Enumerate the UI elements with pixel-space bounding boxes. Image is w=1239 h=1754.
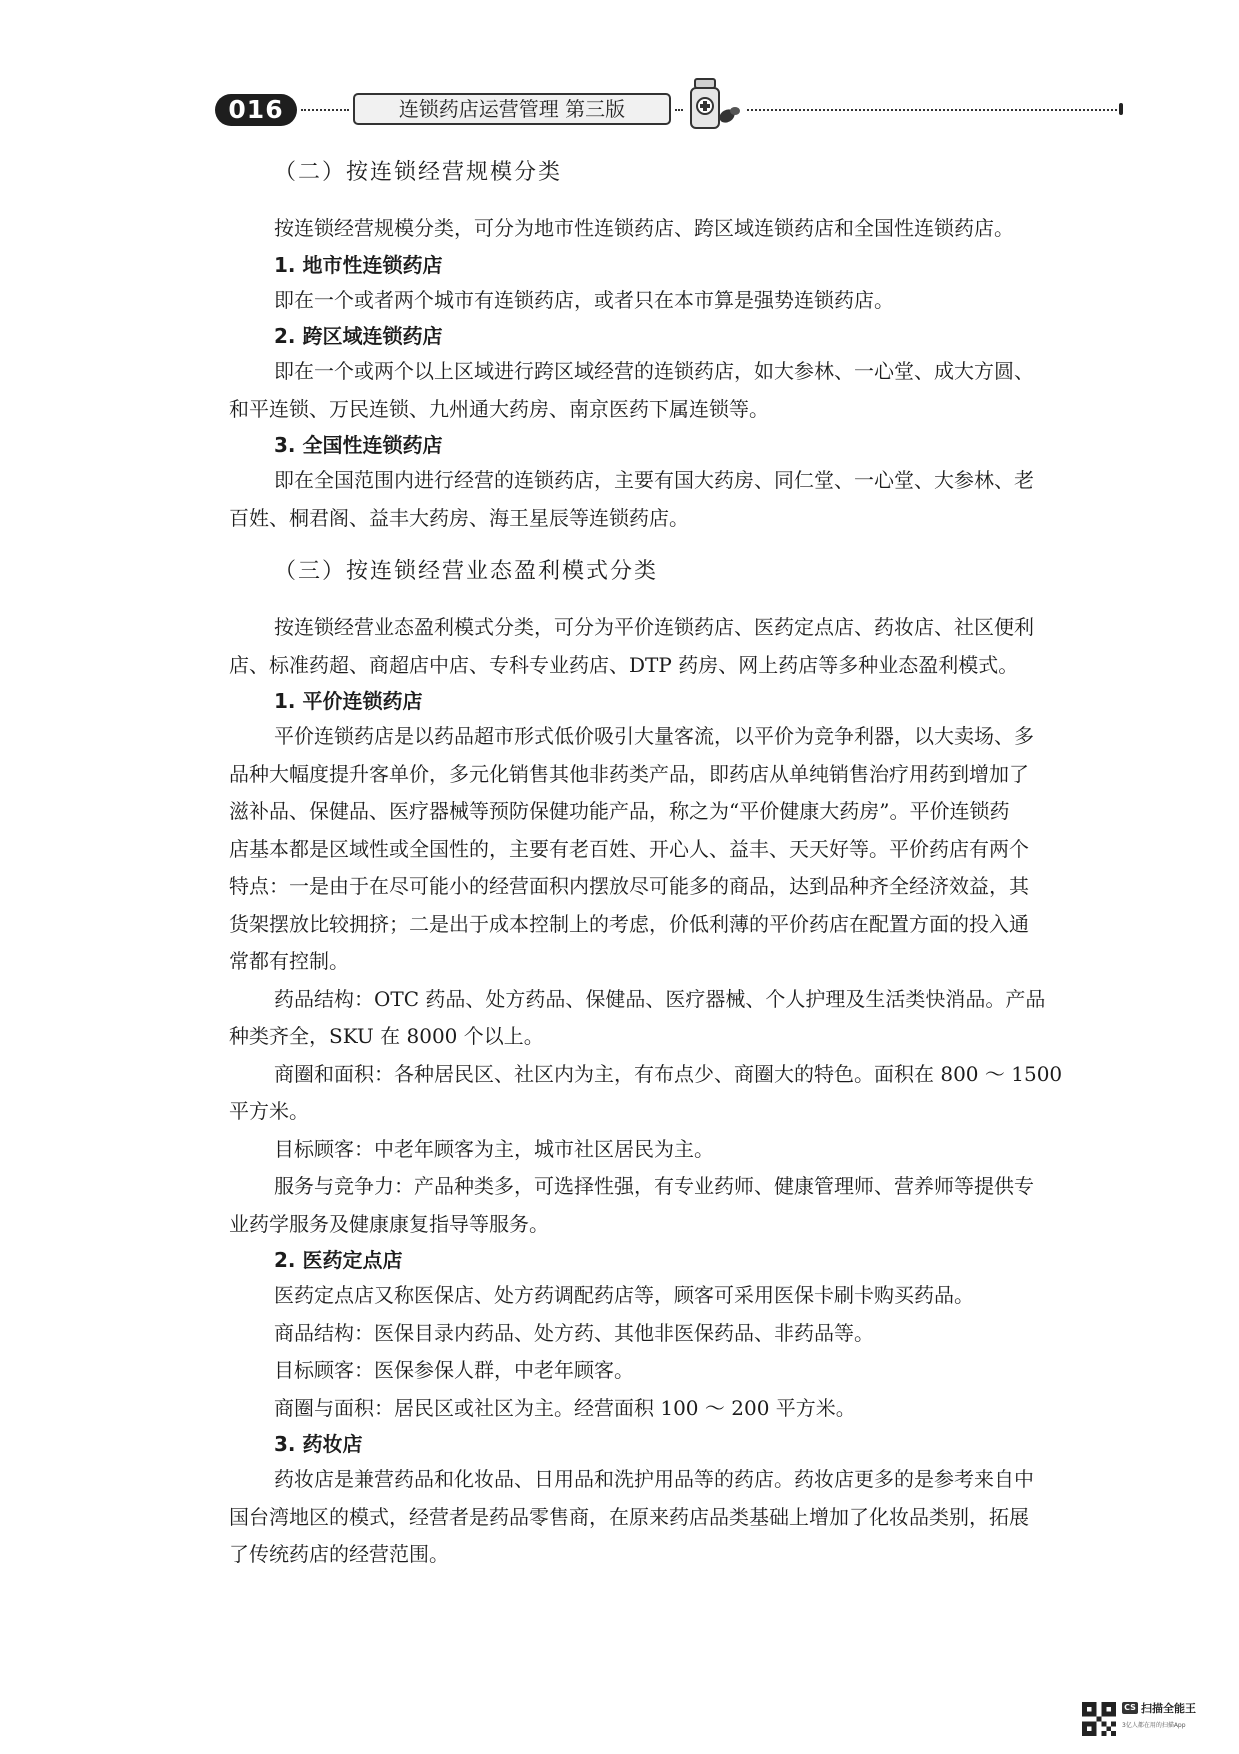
header-rule-end [1119, 103, 1123, 115]
paragraph-line: 平方米。 [229, 1099, 309, 1123]
paragraph-line: 商圈与面积：居民区或社区为主。经营面积 100 ～ 200 平方米。 [274, 1395, 856, 1420]
paragraph-line: 平价连锁药店是以药品超市形式低价吸引大量客流，以平价为竞争利器，以大卖场、多 [274, 724, 1034, 748]
page-header [215, 86, 1125, 136]
camscanner-logo: CS [1122, 1702, 1138, 1714]
paragraph-line: 常都有控制。 [229, 949, 349, 973]
subheading: 3. 全国性连锁药店 [274, 433, 443, 457]
watermark-name: 扫描全能王 [1141, 1702, 1196, 1715]
section-heading: （三）按连锁经营业态盈利模式分类 [274, 559, 659, 584]
body-text [229, 157, 1129, 1574]
paragraph-line: 商品结构：医保目录内药品、处方药、其他非医保药品、非药品等。 [274, 1320, 874, 1345]
paragraph-line: 百姓、桐君阁、益丰大药房、海王星辰等连锁药店。 [229, 505, 689, 530]
header-dotted-rule [747, 109, 1117, 111]
subheading: 2. 跨区域连锁药店 [274, 324, 443, 348]
subheading: 1. 平价连锁药店 [274, 689, 423, 713]
paragraph-line: 和平连锁、万民连锁、九州通大药房、南京医药下属连锁等。 [229, 396, 769, 421]
paragraph-line: 店基本都是区域性或全国性的，主要有老百姓、开心人、益丰、天天好等。平价药店有两个 [229, 836, 1029, 861]
header-dotted-rule [301, 109, 349, 111]
subheading: 3. 药妆店 [274, 1432, 363, 1456]
paragraph-line: 品种大幅度提升客单价，多元化销售其他非药类产品，即药店从单纯销售治疗用药到增加了 [229, 761, 1029, 786]
paragraph-line: 即在全国范围内进行经营的连锁药店，主要有国大药房、同仁堂、一心堂、大参林、老 [274, 468, 1034, 492]
paragraph-line: 即在一个或者两个城市有连锁药店，或者只在本市算是强势连锁药店。 [274, 287, 894, 312]
paragraph-line: 货架摆放比较拥挤；二是出于成本控制上的考虑，价低利薄的平价药店在配置方面的投入通 [229, 911, 1029, 936]
paragraph-line: 种类齐全，SKU 在 8000 个以上。 [229, 1024, 544, 1048]
section-heading: （二）按连锁经营规模分类 [274, 160, 563, 185]
medicine-bottle-icon [683, 76, 745, 132]
page-number: 016 [215, 94, 297, 126]
paragraph-line: 特点：一是由于在尽可能小的经营面积内摆放尽可能多的商品，达到品种齐全经济效益，其 [229, 874, 1029, 898]
paragraph-line: 店、标准药超、商超店中店、专科专业药店、DTP 药房、网上药店等多种业态盈利模式。 [229, 652, 1019, 677]
paragraph-line: 药妆店是兼营药品和化妆品、日用品和洗护用品等的药店。药妆店更多的是参考来自中 [274, 1467, 1034, 1491]
paragraph-line: 了传统药店的经营范围。 [229, 1542, 449, 1566]
subheading: 2. 医药定点店 [274, 1248, 403, 1272]
scanner-watermark [1082, 1700, 1230, 1746]
paragraph-line: 滋补品、保健品、医疗器械等预防保健功能产品，称之为“平价健康大药房”。平价连锁药 [229, 799, 1010, 823]
paragraph-line: 商圈和面积：各种居民区、社区内为主，有布点少、商圈大的特色。面积在 800 ～ 1500 [274, 1061, 1063, 1086]
watermark-tagline: 3亿人都在用的扫描App [1122, 1722, 1186, 1729]
paragraph-line: 国台湾地区的模式，经营者是药品零售商，在原来药店品类基础上增加了化妆品类别，拓展 [229, 1504, 1029, 1529]
paragraph: 按连锁经营规模分类，可分为地市性连锁药店、跨区域连锁药店和全国性连锁药店。 [274, 216, 1014, 240]
paragraph-line: 服务与竞争力：产品种类多，可选择性强，有专业药师、健康管理师、营养师等提供专 [274, 1174, 1034, 1198]
paragraph-line: 业药学服务及健康康复指导等服务。 [229, 1211, 549, 1236]
book-title: 连锁药店运营管理 第三版 [353, 93, 671, 125]
subheading: 1. 地市性连锁药店 [274, 252, 443, 277]
qr-code-icon [1082, 1702, 1116, 1736]
paragraph-line: 即在一个或两个以上区域进行跨区域经营的连锁药店，如大参林、一心堂、成大方圆、 [274, 359, 1034, 383]
paragraph-line: 目标顾客：中老年顾客为主，城市社区居民为主。 [274, 1136, 714, 1161]
header-dotted-rule [675, 109, 683, 111]
paragraph-line: 目标顾客：医保参保人群，中老年顾客。 [274, 1358, 634, 1382]
paragraph-line: 药品结构：OTC 药品、处方药品、保健品、医疗器械、个人护理及生活类快消品。产品 [274, 986, 1046, 1011]
paragraph-line: 医药定点店又称医保店、处方药调配药店等，顾客可采用医保卡刷卡购买药品。 [274, 1283, 974, 1307]
paragraph-line: 按连锁经营业态盈利模式分类，可分为平价连锁药店、医药定点店、药妆店、社区便利 [274, 615, 1034, 639]
